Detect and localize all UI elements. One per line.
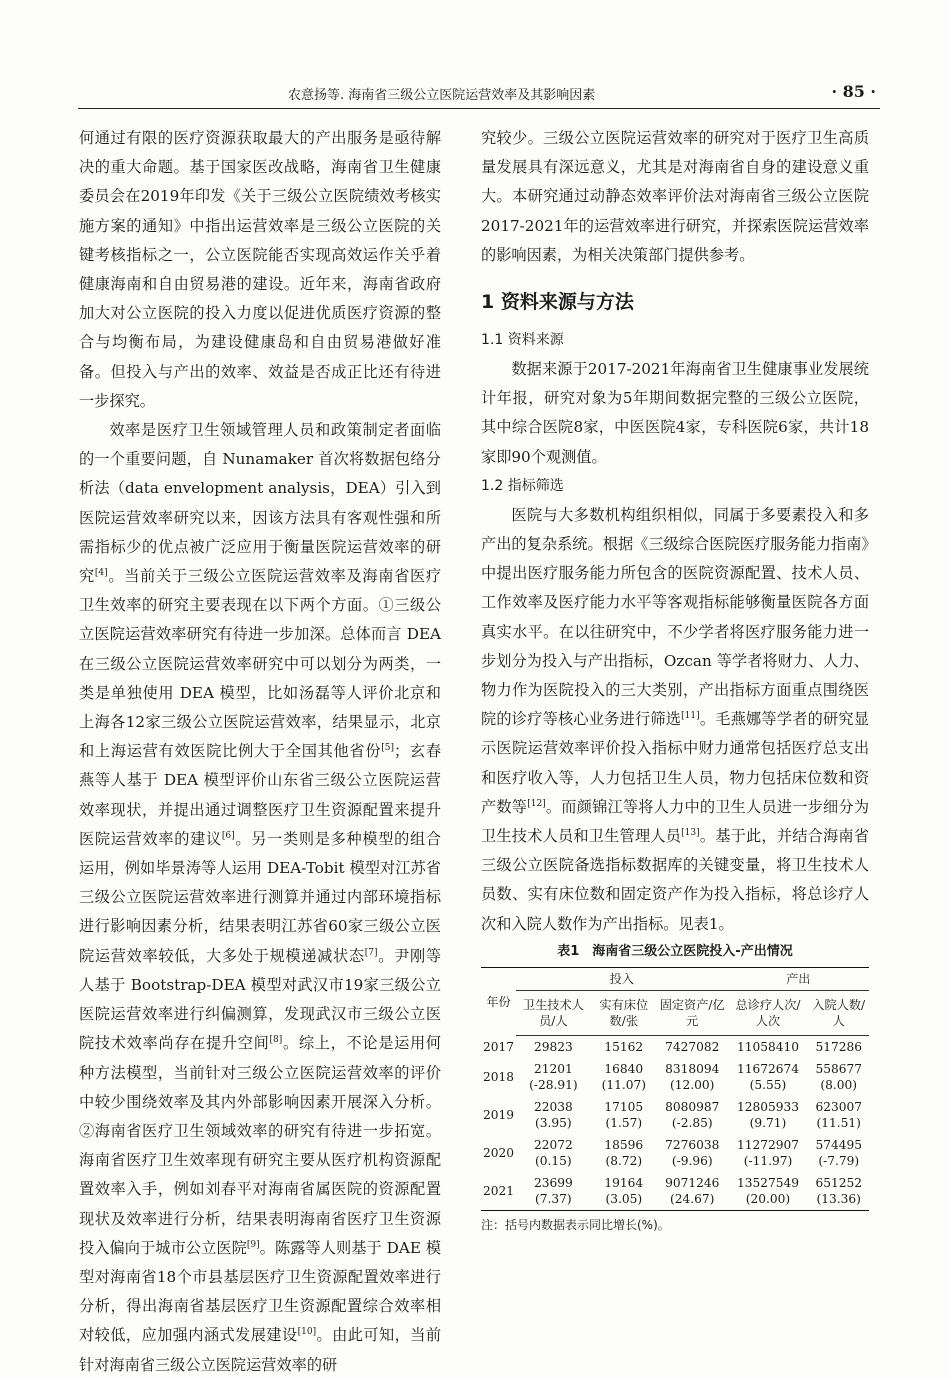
input-group-header: 投入 <box>516 967 728 990</box>
subsection-heading-1-2: 1.2 指标筛选 <box>481 477 564 494</box>
running-title: 农意扬等. 海南省三级公立医院运营效率及其影响因素 <box>288 88 596 103</box>
citation-4[interactable]: [4] <box>94 568 108 579</box>
citation-10[interactable]: [10] <box>297 1327 317 1338</box>
col-header-health-tech-staff: 卫生技术人员/人 <box>516 990 591 1035</box>
running-header <box>78 80 880 109</box>
right-column <box>481 124 869 1235</box>
citation-7[interactable]: [7] <box>364 947 378 958</box>
input-output-table <box>481 967 869 1211</box>
paragraph-intro-end: 究较少。三级公立医院运营效率的研究对于医疗卫生高质量发展具有深远意义，尤其是对海南省自身的建设意义重大。本研究通过动静态效率评价法对海南省三级公立医院2017-2021年的运营效率进行研究，并探索医院运营效率的影响因素，为相关决策部门提供参考。 <box>481 129 869 264</box>
paragraph-data-source: 数据来源于2017-2021年海南省卫生健康事业发展统计年报，研究对象为5年期间数据完整的三级公立医院，其中综合医院8家，中医医院4家，专科医院6家，共计18家即90个观测值。 <box>481 360 869 466</box>
table-row: 2017 29823 15162 7427082 11058410 517286 <box>483 1039 862 1054</box>
paragraph-indicators: 医院与大多数机构组织相似，同属于多要素投入和多产出的复杂系统。根据《三级综合医院医疗服务能力指南》中提出医疗服务能力所包含的医院资源配置、技术人员、工作效率及医疗能力水平等客观指标能够衡量医院各方面真实水平。在以往研究中，不少学者将医疗服务能力进一步划分为投入与产出指标，Ozcan 等学者将财力、人力、物力作为医院投入的三大类别，产出指标方面重点围绕医院的诊疗等核心业务进行筛选[11]。毛燕娜等学者的研究显示医院运营效率评价投入指标中财力通常包括医疗总支出和医疗收入等，人力包括卫生人员，物力包括床位数和资产数等[12]。而颜锦江等将人力中的卫生人员进一步细分为卫生技术人员和卫生管理人员[13]。基于此，并结合海南省三级公立医院备选指标数据库的关键变量，将卫生技术人员数、实有床位数和固定资产作为投入指标，将总诊疗人次和入院人数作为产出指标。见表1。 <box>481 505 870 933</box>
citation-11[interactable]: [11] <box>681 711 700 722</box>
table-row: 2018 21201 (-28.91) 16840 (11.07) 8318094 (12.00) 11672674 (5.55) 558677 (8.00) <box>483 1061 862 1092</box>
section-heading-1: 1 资料来源与方法 <box>481 291 634 314</box>
citation-8[interactable]: [8] <box>269 1035 283 1046</box>
table-row: 2020 22072 (0.15) 18596 (8.72) 7276038 (-9.96) 11272907 (-11.97) 574495 (-7.79) <box>483 1137 862 1168</box>
citation-12[interactable]: [12] <box>527 798 546 809</box>
output-group-header: 产出 <box>728 967 869 990</box>
col-header-beds: 实有床位数/张 <box>591 990 657 1035</box>
table-row: 2019 22038 (3.95) 17105 (1.57) 8080987 (-2.85) 12805933 (9.71) 623007 (11.51) <box>483 1099 862 1130</box>
subsection-heading-1-1: 1.1 资料来源 <box>481 332 564 349</box>
table-caption: 表1 海南省三级公立医院投入-产出情况 <box>557 943 793 959</box>
table-note: 注：括号内数据表示同比增长(%)。 <box>481 1217 670 1232</box>
citation-9[interactable]: [9] <box>246 1239 260 1250</box>
citation-13[interactable]: [13] <box>681 828 700 839</box>
left-column <box>79 124 441 1380</box>
page-number: · 85 · <box>831 82 876 101</box>
year-column-header: 年份 <box>481 967 516 1035</box>
citation-6[interactable]: [6] <box>221 830 235 841</box>
col-header-outpatient-visits: 总诊疗人次/人次 <box>728 990 809 1035</box>
paragraph-intro-cont: 何通过有限的医疗资源获取最大的产出服务是亟待解决的重大命题。基于国家医改战略，海南省卫生健康委员会在2019年印发《关于三级公立医院绩效考核实施方案的通知》中指出运营效率是三级公立医院的关键考核指标之一，公立医院能否实现高效运作关乎着健康海南和自由贸易港的建设。近年来，海南省政府加大对公立医院的投入力度以促进优质医疗资源的整合与均衡布局，为建设健康岛和自由贸易港做好准备。但投入与产出的效率、效益是否成正比还有待进一步探究。 <box>79 129 441 410</box>
col-header-fixed-assets: 固定资产/亿元 <box>657 990 728 1035</box>
citation-5[interactable]: [5] <box>381 743 394 754</box>
col-header-admissions: 入院人数/人 <box>808 990 869 1035</box>
table-row: 2021 23699 (7.37) 19164 (3.05) 9071246 (24.67) 13527549 (20.00) 651252 (13.36) <box>481 1172 869 1211</box>
paragraph-efficiency: 效率是医疗卫生领域管理人员和政策制定者面临的一个重要问题，自 Nunamaker 首次将数据包络分析法（data envelopment analysis，DEA）引入到医院运营效率研究以来，因该方法具有客观性强和所需指标少的优点被广泛应用于衡量医院运营效率的研究[4]。当前关于三级公立医院运营效率及海南省医疗卫生效率的研究主要表现在以下两个方面。①三级公立医院运营效率研究有待进一步加深。总体而言 DEA 在三级公立医院运营效率研究中可以划分为两类，一类是单独使用 DEA 模型，比如汤磊等人评价北京和上海各12家三级公立医院运营效率，结果显示，北京和上海运营有效医院比例大于全国其他省份[5]；玄春燕等人基于 DEA 模型评价山东省三级公立医院运营效率现状，并提出通过调整医疗卫生资源配置来提升医院运营效率的建议[6]。另一类则是多种模型的组合运用，例如毕景涛等人运用 DEA-Tobit 模型对江苏省三级公立医院运营效率进行测算并通过内部环境指标进行影响因素分析，结果表明江苏省60家三级公立医院运营效率较低，大多处于规模递减状态[7]。尹刚等人基于 Bootstrap-DEA 模型对武汉市19家三级公立医院运营效率进行纠偏测算，发现武汉市三级公立医院技术效率尚存在提升空间[8]。综上，不论是运用何种方法模型，当前针对三级公立医院运营效率的评价中较少围绕效率及其内外部影响因素开展深入分析。②海南省医疗卫生领域效率的研究有待进一步拓宽。海南省医疗卫生效率现有研究主要从医疗机构资源配置效率入手，例如刘春平对海南省属医院的资源配置现状及效率进行分析，结果表明海南省医疗卫生资源投入偏向于城市公立医院[9]。陈露等人则基于 DAE 模型对海南省18个市县基层医疗卫生资源配置效率进行分析，得出海南省基层医疗卫生资源配置综合效率相对较低，应加强内涵式发展建设[10]。由此可知，当前针对海南省三级公立医院运营效率的研 <box>79 421 442 1374</box>
